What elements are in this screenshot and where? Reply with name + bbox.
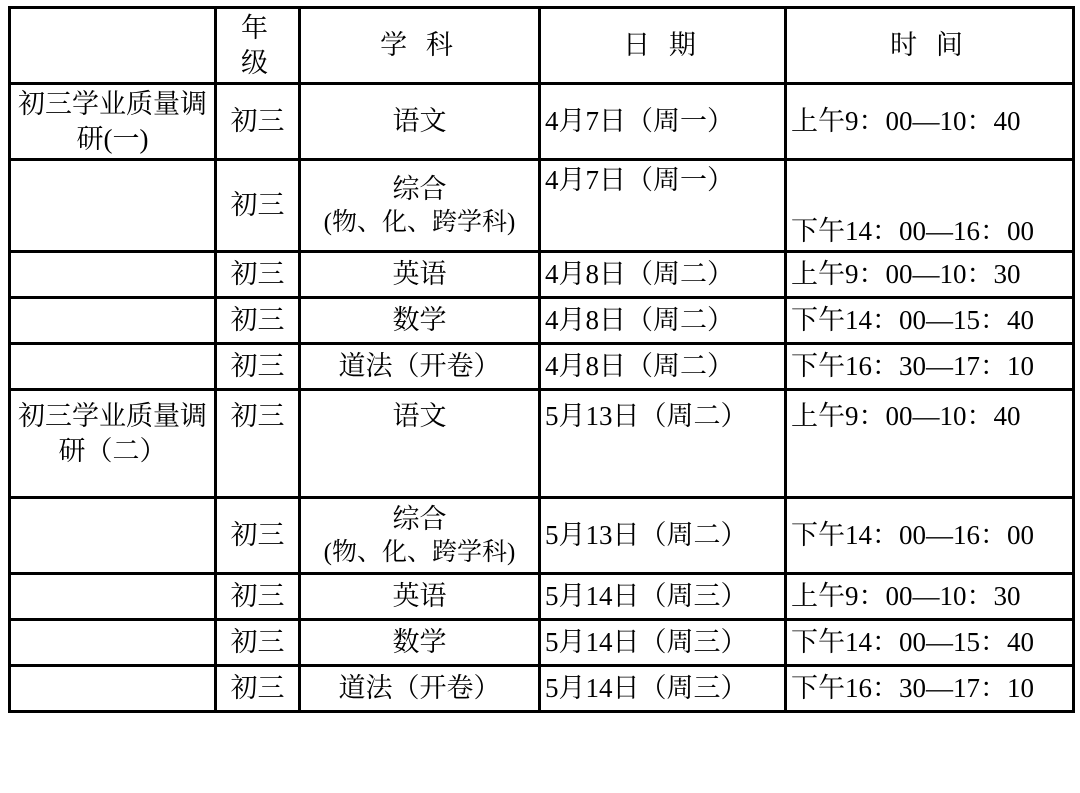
cell-grade: 初三	[216, 390, 300, 498]
cell-exam-name	[10, 574, 216, 620]
cell-time: 上午9：00—10：40	[786, 84, 1074, 160]
cell-time: 上午9：00—10：30	[786, 574, 1074, 620]
cell-exam-name: 初三学业质量调研（二）	[10, 390, 216, 498]
cell-subject: 道法（开卷）	[300, 666, 540, 712]
cell-date: 4月7日（周一）	[540, 84, 786, 160]
cell-time: 下午14：00—16：00	[786, 160, 1074, 252]
cell-grade: 初三	[216, 666, 300, 712]
cell-time: 下午16：30—17：10	[786, 666, 1074, 712]
cell-date: 5月14日（周三）	[540, 574, 786, 620]
table-row	[10, 574, 1074, 620]
cell-time: 下午14：00—15：40	[786, 298, 1074, 344]
cell-time: 上午9：00—10：40	[786, 390, 1074, 498]
cell-date: 5月14日（周三）	[540, 666, 786, 712]
cell-exam-name	[10, 620, 216, 666]
cell-date: 5月13日（周二）	[540, 498, 786, 574]
exam-schedule-table	[8, 6, 1075, 713]
cell-grade: 初三	[216, 160, 300, 252]
cell-date: 4月8日（周二）	[540, 344, 786, 390]
cell-grade: 初三	[216, 498, 300, 574]
cell-exam-name	[10, 666, 216, 712]
cell-subject-note: (物、化、跨学科)	[323, 538, 516, 566]
cell-subject-main: 综合	[392, 174, 447, 205]
cell-date: 5月14日（周三）	[540, 620, 786, 666]
header-cell-subject: 学 科	[300, 8, 540, 84]
cell-grade: 初三	[216, 344, 300, 390]
table-header-row	[10, 8, 1074, 84]
header-cell-grade: 年 级	[216, 8, 300, 84]
header-cell-time: 时 间	[786, 8, 1074, 84]
cell-subject	[300, 498, 540, 574]
cell-time: 下午14：00—16：00	[786, 498, 1074, 574]
table-row	[10, 390, 1074, 498]
cell-date: 4月7日（周一）	[540, 160, 786, 252]
table-row	[10, 498, 1074, 574]
cell-grade: 初三	[216, 574, 300, 620]
cell-subject-main: 综合	[392, 504, 447, 535]
cell-time: 下午14：00—15：40	[786, 620, 1074, 666]
cell-subject: 语文	[300, 84, 540, 160]
cell-exam-name	[10, 498, 216, 574]
cell-subject: 语文	[300, 390, 540, 498]
cell-date: 5月13日（周二）	[540, 390, 786, 498]
cell-exam-name	[10, 160, 216, 252]
header-cell-date: 日 期	[540, 8, 786, 84]
table-row	[10, 160, 1074, 252]
cell-date: 4月8日（周二）	[540, 298, 786, 344]
cell-grade: 初三	[216, 298, 300, 344]
table-row	[10, 620, 1074, 666]
cell-grade: 初三	[216, 252, 300, 298]
cell-time: 下午16：30—17：10	[786, 344, 1074, 390]
cell-subject: 道法（开卷）	[300, 344, 540, 390]
cell-subject	[300, 160, 540, 252]
header-cell-exam	[10, 8, 216, 84]
cell-date: 4月8日（周二）	[540, 252, 786, 298]
cell-exam-name	[10, 252, 216, 298]
table-row	[10, 344, 1074, 390]
cell-subject: 英语	[300, 252, 540, 298]
cell-subject: 英语	[300, 574, 540, 620]
cell-exam-name: 初三学业质量调研(一)	[10, 84, 216, 160]
cell-time: 上午9：00—10：30	[786, 252, 1074, 298]
table-row	[10, 666, 1074, 712]
table-row	[10, 84, 1074, 160]
cell-subject-note: (物、化、跨学科)	[323, 208, 516, 236]
cell-grade: 初三	[216, 620, 300, 666]
cell-grade: 初三	[216, 84, 300, 160]
table-row	[10, 298, 1074, 344]
table-row	[10, 252, 1074, 298]
cell-subject: 数学	[300, 298, 540, 344]
cell-exam-name	[10, 298, 216, 344]
cell-subject: 数学	[300, 620, 540, 666]
cell-exam-name	[10, 344, 216, 390]
